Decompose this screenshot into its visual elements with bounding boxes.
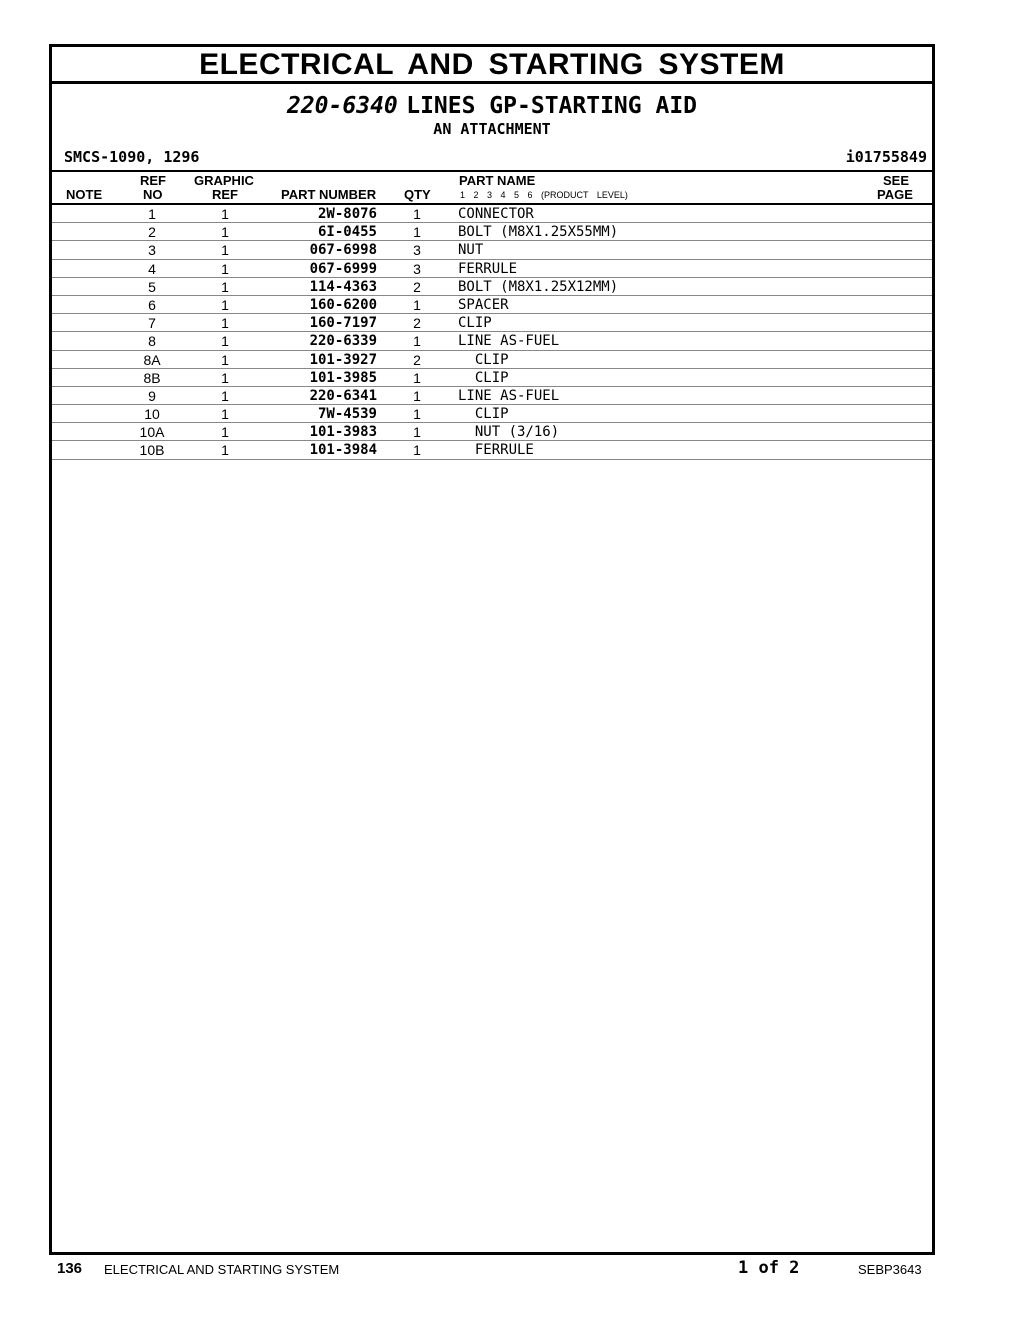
quantity: 1 bbox=[413, 224, 421, 241]
table-row bbox=[52, 314, 932, 332]
quantity: 3 bbox=[413, 242, 421, 259]
page-footer bbox=[0, 1260, 1020, 1282]
smcs-codes: SMCS-1090, 1296 bbox=[64, 148, 200, 166]
graphic-ref: 1 bbox=[221, 278, 229, 295]
part-number: 114-4363 bbox=[309, 278, 377, 295]
smcs-row bbox=[52, 148, 932, 170]
part-number: 101-3927 bbox=[309, 351, 377, 368]
graphic-ref: 1 bbox=[221, 406, 229, 423]
quantity: 1 bbox=[413, 369, 421, 386]
quantity: 2 bbox=[413, 315, 421, 332]
col-ref-top: REF bbox=[140, 173, 166, 188]
table-row bbox=[52, 223, 932, 241]
group-name: LINES GP-STARTING AID bbox=[406, 93, 698, 119]
table-row bbox=[52, 369, 932, 387]
col-qty: QTY bbox=[404, 187, 431, 202]
quantity: 2 bbox=[413, 351, 421, 368]
graphic-ref: 1 bbox=[221, 442, 229, 459]
part-number: 067-6999 bbox=[309, 260, 377, 277]
group-subtitle: AN ATTACHMENT bbox=[433, 120, 551, 138]
part-name: NUT bbox=[458, 242, 484, 259]
graphic-ref: 1 bbox=[221, 242, 229, 259]
ref-no: 3 bbox=[148, 242, 156, 259]
ref-no: 8B bbox=[143, 369, 161, 386]
part-number: 067-6998 bbox=[309, 242, 377, 259]
graphic-ref: 1 bbox=[221, 224, 229, 241]
table-row bbox=[52, 387, 932, 405]
table-row bbox=[52, 332, 932, 350]
part-number: 160-7197 bbox=[309, 315, 377, 332]
ref-no: 9 bbox=[148, 387, 156, 404]
part-name: FERRULE bbox=[458, 442, 534, 459]
ref-no: 10 bbox=[144, 406, 160, 423]
col-see-top: SEE bbox=[883, 173, 910, 188]
graphic-ref: 1 bbox=[221, 387, 229, 404]
part-number: 101-3983 bbox=[309, 424, 377, 441]
table-row bbox=[52, 423, 932, 441]
page-of-count: 1 of 2 bbox=[738, 1258, 800, 1278]
part-name: FERRULE bbox=[458, 260, 518, 277]
part-name: CONNECTOR bbox=[458, 206, 534, 222]
footer-section-name: ELECTRICAL AND STARTING SYSTEM bbox=[104, 1262, 340, 1277]
part-number: 7W-4539 bbox=[317, 406, 377, 423]
col-ref-bottom: NO bbox=[143, 187, 163, 202]
ref-no: 10A bbox=[139, 424, 165, 441]
ref-no: 8 bbox=[148, 333, 156, 350]
table-row bbox=[52, 260, 932, 278]
quantity: 3 bbox=[413, 260, 421, 277]
part-name: BOLT (M8X1.25X12MM) bbox=[458, 278, 619, 295]
graphic-ref: 1 bbox=[221, 333, 229, 350]
graphic-ref: 1 bbox=[221, 260, 229, 277]
quantity: 1 bbox=[413, 206, 421, 222]
table-row bbox=[52, 405, 932, 423]
part-number: 2W-8076 bbox=[317, 206, 377, 222]
graphic-ref: 1 bbox=[221, 296, 229, 313]
graphic-ref: 1 bbox=[221, 206, 229, 222]
part-number: 101-3985 bbox=[309, 369, 377, 386]
ref-no: 10B bbox=[139, 442, 165, 459]
col-product-level: 1 2 3 4 5 6 (PRODUCT LEVEL) bbox=[460, 190, 628, 200]
group-title bbox=[52, 92, 932, 120]
part-name: NUT (3/16) bbox=[458, 424, 560, 441]
part-number: 220-6339 bbox=[309, 333, 377, 350]
column-header bbox=[52, 170, 932, 205]
quantity: 1 bbox=[413, 387, 421, 404]
table-row bbox=[52, 351, 932, 369]
col-note: NOTE bbox=[66, 187, 103, 202]
part-number: 160-6200 bbox=[309, 296, 377, 313]
table-row bbox=[52, 296, 932, 314]
part-name: LINE AS-FUEL bbox=[458, 333, 560, 350]
illustration-id: i01755849 bbox=[845, 148, 927, 166]
graphic-ref: 1 bbox=[221, 315, 229, 332]
table-row bbox=[52, 205, 932, 223]
ref-no: 2 bbox=[148, 224, 156, 241]
quantity: 1 bbox=[413, 333, 421, 350]
part-name: CLIP bbox=[458, 406, 509, 423]
graphic-ref: 1 bbox=[221, 369, 229, 386]
ref-no: 8A bbox=[143, 351, 161, 368]
part-number: 6I-0455 bbox=[317, 224, 377, 241]
parts-list bbox=[52, 205, 932, 460]
col-part-number: PART NUMBER bbox=[281, 187, 377, 202]
part-name: BOLT (M8X1.25X55MM) bbox=[458, 224, 619, 241]
quantity: 2 bbox=[413, 278, 421, 295]
part-name: CLIP bbox=[458, 315, 492, 332]
ref-no: 5 bbox=[148, 278, 156, 295]
parts-page-frame bbox=[49, 44, 935, 1255]
ref-no: 6 bbox=[148, 296, 156, 313]
ref-no: 1 bbox=[148, 206, 156, 222]
table-row bbox=[52, 278, 932, 296]
col-part-name: PART NAME bbox=[459, 173, 536, 188]
group-number: 220-6340 bbox=[286, 93, 398, 119]
part-name: LINE AS-FUEL bbox=[458, 387, 560, 404]
quantity: 1 bbox=[413, 442, 421, 459]
quantity: 1 bbox=[413, 424, 421, 441]
col-graphic-top: GRAPHIC bbox=[194, 173, 254, 188]
part-name: SPACER bbox=[458, 296, 509, 313]
section-title: ELECTRICAL AND STARTING SYSTEM bbox=[52, 47, 932, 84]
table-row bbox=[52, 241, 932, 259]
part-number: 101-3984 bbox=[309, 442, 377, 459]
graphic-ref: 1 bbox=[221, 351, 229, 368]
col-see-bottom: PAGE bbox=[877, 187, 913, 202]
document-id: SEBP3643 bbox=[858, 1262, 922, 1277]
ref-no: 4 bbox=[148, 260, 156, 277]
table-row bbox=[52, 441, 932, 459]
graphic-ref: 1 bbox=[221, 424, 229, 441]
ref-no: 7 bbox=[148, 315, 156, 332]
col-graphic-bottom: REF bbox=[212, 187, 238, 202]
part-name: CLIP bbox=[458, 369, 509, 386]
page-number: 136 bbox=[57, 1260, 83, 1277]
quantity: 1 bbox=[413, 406, 421, 423]
part-number: 220-6341 bbox=[309, 387, 377, 404]
part-name: CLIP bbox=[458, 351, 509, 368]
quantity: 1 bbox=[413, 296, 421, 313]
